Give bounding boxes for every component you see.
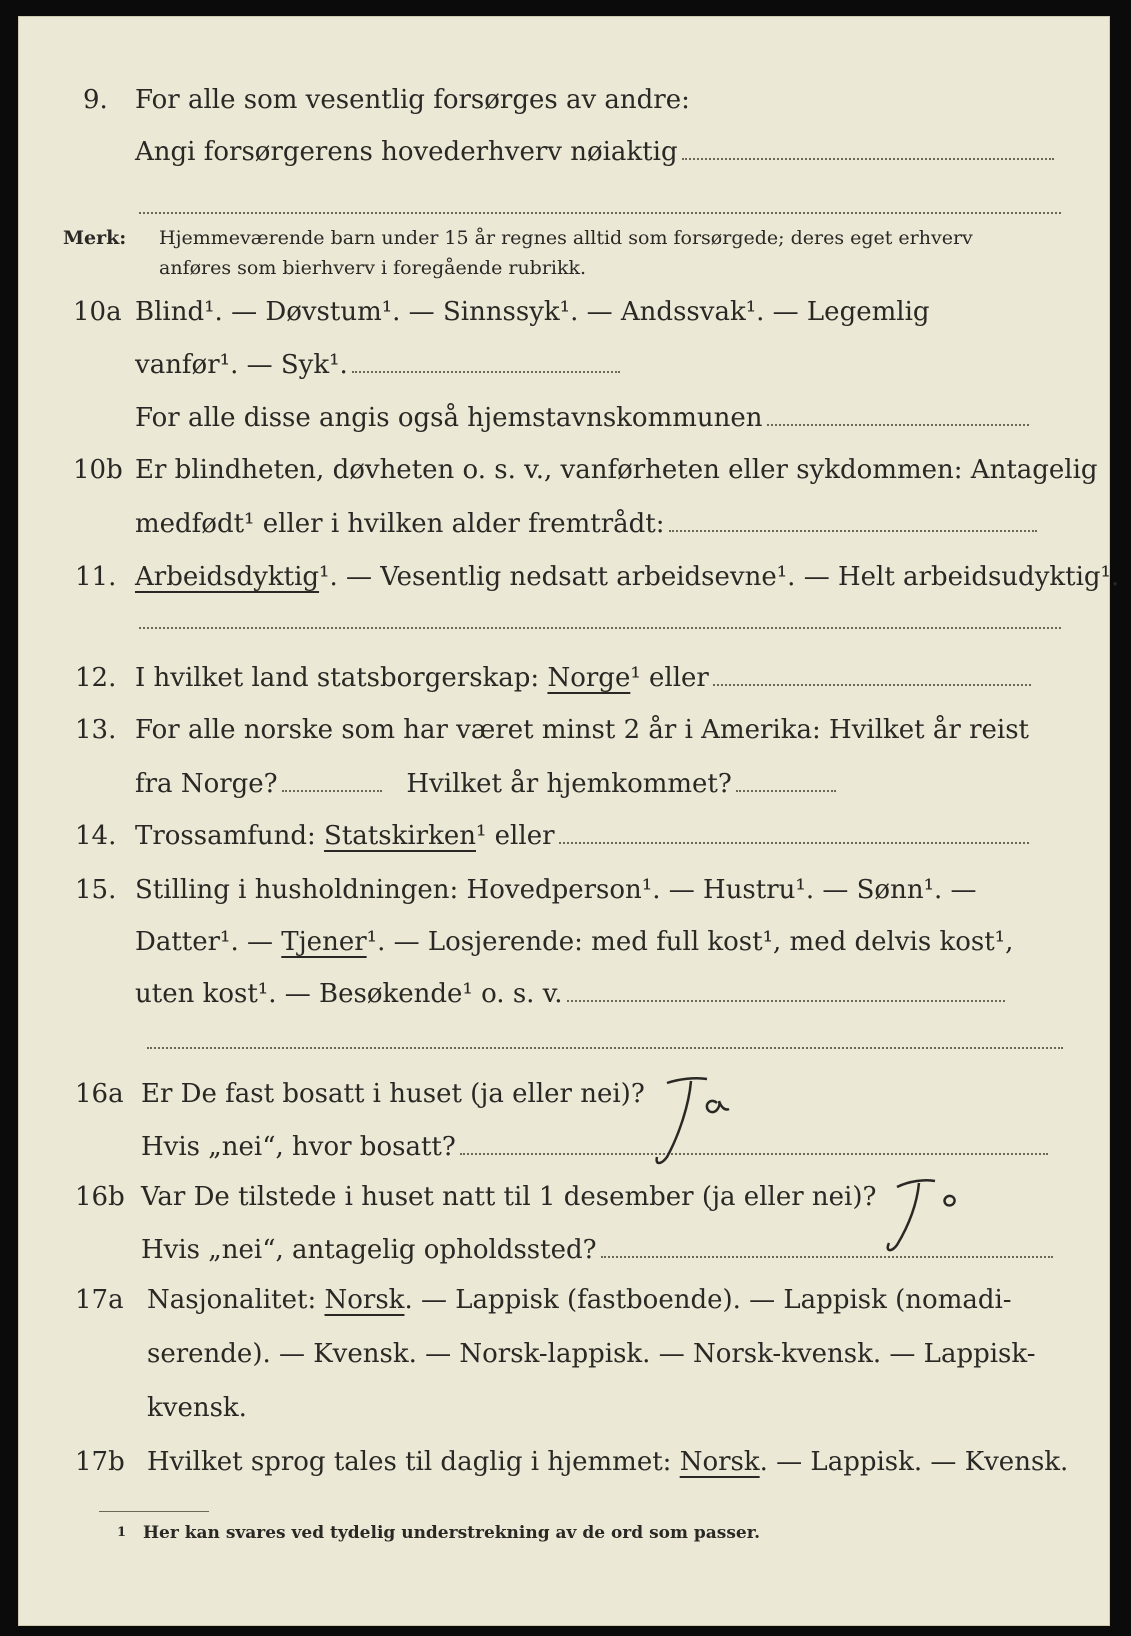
q10a-hometown-field[interactable] [767,423,1029,426]
q15-option-tjener[interactable]: Tjener [281,927,367,957]
q15-line1: Stilling i husholdningen: Hovedperson¹. — Hustru¹. — Sønn¹. — [135,875,977,905]
q10b-line2 [135,509,1037,539]
q17a-number: 17a [75,1285,124,1315]
q12-rest: ¹ eller [630,663,709,693]
q13-line2 [135,769,836,799]
q16a-line2 [141,1132,1048,1162]
merk-line2: anføres som bierhverv i foregående rubrikk. [159,257,587,279]
q16b-line1: Var De tilstede i huset natt til 1 desember (ja eller nei)? [141,1182,877,1212]
q13-line1: For alle norske som har været minst 2 år i Amerika: Hvilket år reist [135,715,1029,745]
q16b-number: 16b [75,1182,125,1212]
q11-line [135,562,1119,592]
q9-line1: For alle som vesentlig forsørges av andre: [135,85,690,115]
q17a-line3: kvensk. [147,1393,247,1423]
ja-signature-icon [639,1065,749,1175]
q12-text: I hvilket land statsborgerskap: [135,663,540,693]
q17a-line1b: . — Lappisk (fastboende). — Lappisk (nomadi- [404,1285,1012,1315]
q9-line2 [135,137,1054,167]
q17b-text: Hvilket sprog tales til daglig i hjemmet: [147,1447,672,1477]
q14-line [135,821,1029,851]
q12-option-norge[interactable]: Norge [547,663,631,693]
q15-line3-text: uten kost¹. — Besøkende¹ o. s. v. [135,979,563,1009]
q10a-number: 10a [73,297,122,327]
q10b-answer-field[interactable] [669,529,1037,532]
q14-number: 14. [75,821,117,851]
q15-line2a: Datter¹. — [135,927,274,957]
q13-line2b: Hvilket år hjemkommet? [406,769,732,799]
q16a-line1: Er De fast bosatt i huset (ja eller nei)? [141,1079,645,1109]
q13-year-returned-field[interactable] [736,789,836,792]
q9-number: 9. [83,85,108,115]
q10b-number: 10b [73,455,123,485]
q10a-line3-text: For alle disse angis også hjemstavnskommunen [135,403,763,433]
q17a-line1 [147,1285,1012,1315]
q13-year-left-field[interactable] [282,789,382,792]
footnote-text: Her kan svares ved tydelig understrekning av de ord som passer. [143,1523,761,1543]
q13-line2a: fra Norge? [135,769,278,799]
q12-answer-field[interactable] [713,683,1031,686]
q17b-option-norsk[interactable]: Norsk [679,1447,760,1477]
q15-number: 15. [75,875,117,905]
q12-number: 12. [75,663,117,693]
q10b-line2-text: medfødt¹ eller i hvilken alder fremtrådt: [135,509,665,539]
footnote-mark: 1 [117,1525,127,1540]
q14-option-statskirken[interactable]: Statskirken [324,821,476,851]
q10a-line2 [135,350,620,380]
q15-line3 [135,979,1005,1009]
merk-label: Merk: [63,227,127,249]
q11-rest: ¹. — Vesentlig nedsatt arbeidsevne¹. — Helt arbeidsudyktig¹. [319,562,1120,592]
q17a-option-norsk[interactable]: Norsk [324,1285,405,1315]
q10a-line3 [135,403,1029,433]
q17b-line [147,1447,1068,1477]
q11-option-arbeidsdyktig[interactable]: Arbeidsdyktig [135,562,320,592]
q16a-number: 16a [75,1079,124,1109]
q16a-handwritten-answer[interactable] [639,1065,749,1179]
q15-answer-field[interactable] [567,999,1005,1002]
q14-rest: ¹ eller [475,821,555,851]
q15-line2 [135,927,1013,957]
q9-answer-field[interactable] [682,157,1054,160]
q15-line2b: ¹. — Losjerende: med full kost¹, med delvis kost¹, [366,927,1014,957]
q17b-number: 17b [75,1447,125,1477]
q16b-line2-text: Hvis „nei“, antagelig opholdssted? [141,1235,597,1265]
q10b-line1: Er blindheten, døvheten o. s. v., vanførheten eller sykdommen: Antagelig [135,455,1098,485]
q10a-answer-field[interactable] [352,370,620,373]
q9-line2-text: Angi forsørgerens hovederhverv nøiaktig [135,137,678,167]
q17b-rest: . — Lappisk. — Kvensk. [759,1447,1069,1477]
q11-answer-rule[interactable] [139,627,1061,629]
q17a-line2: serende). — Kvensk. — Norsk-lappisk. — Norsk-kvensk. — Lappisk- [147,1339,1036,1369]
q14-text: Trossamfund: [135,821,316,851]
census-form-page [18,16,1120,1626]
q10a-line2-text: vanfør¹. — Syk¹. [135,350,348,380]
q16b-handwritten-answer[interactable] [875,1169,985,1263]
q13-number: 13. [75,715,117,745]
q9-answer-rule[interactable] [139,212,1061,214]
q14-answer-field[interactable] [559,841,1029,844]
q10a-line1: Blind¹. — Døvstum¹. — Sinnssyk¹. — Andssvak¹. — Legemlig [135,297,930,327]
q16a-line2-text: Hvis „nei“, hvor bosatt? [141,1132,456,1162]
jo-signature-icon [875,1169,985,1259]
q17a-line1a: Nasjonalitet: [147,1285,317,1315]
footnote-divider [99,1511,209,1512]
q16a-residence-field[interactable] [460,1152,1048,1155]
q15-answer-rule[interactable] [147,1047,1063,1049]
merk-line1: Hjemmeværende barn under 15 år regnes alltid som forsørgede; deres eget erhverv [159,227,973,249]
q12-line [135,663,1031,693]
q11-number: 11. [75,562,117,592]
